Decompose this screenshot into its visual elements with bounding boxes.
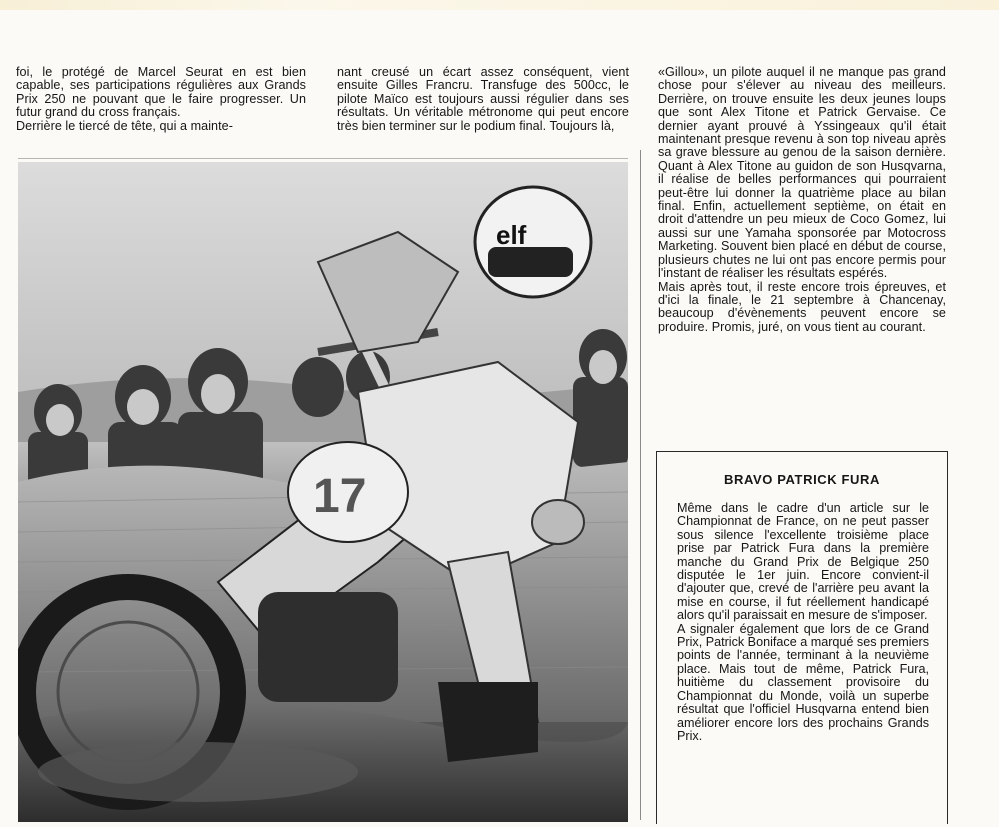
column-1-paragraph-2: Derrière le tiercé de tête, qui a mainte-: [16, 118, 233, 133]
page-top-band: [0, 0, 999, 10]
sidebar-title: BRAVO PATRICK FURA: [724, 472, 880, 487]
column-divider-horizontal: [18, 158, 628, 159]
article-column-3: [658, 66, 946, 334]
sidebar-box: [656, 451, 948, 824]
column-3-paragraph-1: «Gillou», un pilote auquel il ne manque pas grand chose pour s'élever au niveau des meilleurs. Derrière, on trouve ensuite les deux jeunes loups que sont Alex Titone et Patrick Gervaise. Ce dernier ayant prouvé à Yssingeaux qu'il était maintenant presque revenu à son top niveau après sa grave blessure au genou de la saison dernière. Quant à Alex Titone au guidon de son Husqvarna, il réalise de belles performances qui pourraient peut-être lui donner la quatrième place au bilan final. Enfin, actuellement septième, on était en droit d'attendre un peu mieux de Coco Gomez, lui aussi sur une Yamaha sponsorée par Motocross Marketing. Souvent bien placé en début de course, plusieurs chutes ne lui ont pas encore permis pour l'instant de réaliser les résultats espérés.: [658, 65, 946, 281]
column-1-paragraph-1: foi, le protégé de Marcel Seurat en est bien capable, ses participations régulières aux Grands Prix 250 ne pouvant que le faire progresser. Un futur grand du cross français.: [16, 65, 306, 120]
sidebar-paragraph-1: Même dans le cadre d'un article sur le Championnat de France, on ne peut passer sous silence l'excellente troisième place prise par Patrick Fura dans la première manche du Grand Prix de Belgique 250 disputée le 1er juin. Encore convient-il d'ajouter que, crevé de l'arrière peu avant la mise en course, il fut réellement handicapé alors qu'il paraissait en mesure de s'imposer.: [677, 501, 929, 623]
article-column-2: [337, 66, 629, 133]
helmet-logo: elf: [496, 220, 527, 250]
column-3-paragraph-2: Mais après tout, il reste encore trois épreuves, et d'ici la finale, le 21 septembre à Chancenay, beaucoup d'évènements peuvent encore se produire. Promis, juré, on vous tient au courant.: [658, 279, 946, 334]
column-2-paragraph-1: nant creusé un écart assez conséquent, vient ensuite Gilles Francru. Transfuge des 500cc, le pilote Maïco est toujours aussi régulier dans ses résultats. Un véritable métronome qui peut encore très bien terminer sur le podium final. Toujours là,: [337, 65, 629, 133]
sidebar-body: [677, 502, 929, 743]
article-column-1: [16, 66, 306, 133]
sidebar-paragraph-2: A signaler également que lors de ce Grand Prix, Patrick Boniface a marqué ses premiers points de l'année, terminant à la neuvième place. Mais tout de même, Patrick Fura, huitième du classement provisoire du Championnat du Monde, voilà un superbe résultat que l'officiel Husqvarna entend bien améliorer encore lors des prochains Grands Prix.: [677, 621, 929, 743]
rider-illustration: [18, 162, 628, 822]
motocross-photo: [18, 162, 628, 822]
bike-number: 17: [313, 470, 367, 523]
column-divider-vertical: [640, 150, 641, 820]
